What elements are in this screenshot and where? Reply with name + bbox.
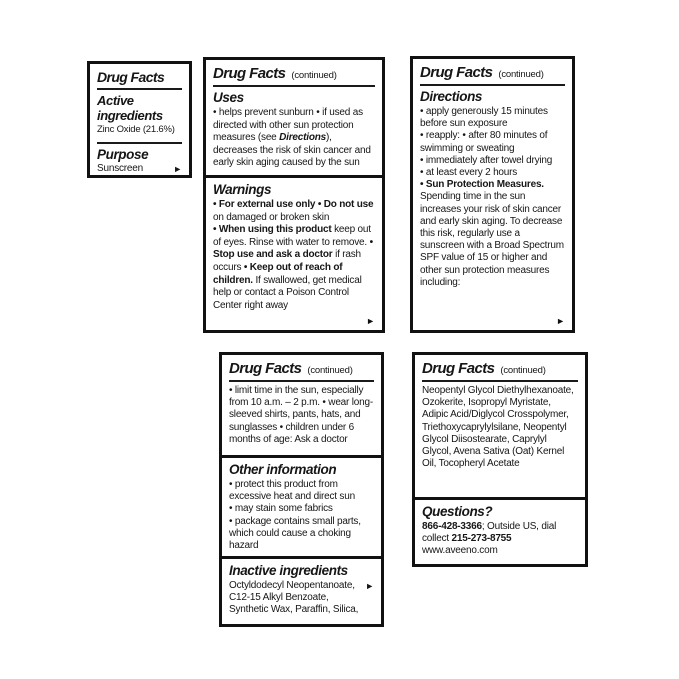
drug-facts-title: Drug Facts [229, 360, 302, 377]
directions-bullet: • at least every 2 hours [420, 167, 518, 179]
uses-run: ), decreases the risk of skin cancer and early skin aging caused by the sun [213, 132, 371, 169]
warnings-run: If swallowed, get medical help or contact a Poison Control Center right away [213, 274, 362, 311]
ingredients-continued-section [415, 355, 585, 497]
panel-other-inactive [219, 352, 384, 627]
continued-label: (continued) [291, 70, 337, 81]
inactive-ingredients-run: Octyldodecyl Neopentanoate, C12-15 Alkyl Benzoate, Synthetic Wax, Paraffin, Silica, [229, 580, 359, 616]
drug-facts-header [213, 64, 375, 84]
drug-facts-title: Drug Facts [213, 65, 286, 82]
warnings-run: keep out of eyes. Rinse with water to remove. [213, 224, 371, 248]
warnings-run-bold: • Stop use and ask a doctor [213, 236, 373, 261]
inactive-ingredients-text [229, 580, 374, 617]
directions-section [413, 59, 572, 330]
active-ingredients-heading: Active ingredients [97, 93, 163, 123]
other-info-bullet: • package contains small parts, which could cause a choking hazard [229, 515, 361, 552]
header-rule [422, 380, 578, 382]
other-information-section [222, 458, 381, 556]
panel-active-ingredients [87, 61, 192, 178]
uses-section [206, 60, 382, 175]
other-info-bullet: • protect this product from excessive heat and direct sun [229, 479, 355, 503]
directions-bullet: • apply generously 15 minutes before sun exposure [420, 106, 548, 130]
warnings-run-bold: • Keep out of reach of children. [213, 261, 343, 286]
panel-ingredients-questions [412, 352, 588, 567]
questions-heading: Questions? [422, 504, 493, 519]
header-rule [213, 85, 375, 87]
sun-protection-run-bold: • Sun Protection Measures. [420, 179, 544, 191]
continued-label: (continued) [498, 69, 544, 80]
uses-text [213, 107, 375, 170]
sun-protection-run: Spending time in the sun increases your risk of skin cancer and early skin aging. To decrease this risk, regularly use a sunscreen with a Broad Spectrum SPF value of 15 or higher and other sun protection measures including: [420, 191, 564, 288]
sun-limits-section [222, 355, 381, 455]
purpose-row [97, 163, 182, 175]
sun-limits-text: • limit time in the sun, especially from 10 a.m. – 2 p.m. • wear long-sleeved shirts, pants, hats, and sunglasses • children under 6 months of age: Ask a doctor [229, 385, 373, 445]
phone-middle-text: ; Outside US, dial collect [422, 521, 557, 545]
other-information-heading: Other information [229, 462, 337, 477]
panel-uses-warnings [203, 57, 385, 333]
sun-protection-measures-block [420, 179, 565, 289]
drug-facts-title: Drug Facts [422, 360, 495, 377]
drug-facts-header [97, 68, 182, 87]
warnings-run: on damaged or broken skin [213, 211, 330, 223]
drug-facts-title: Drug Facts [420, 64, 493, 81]
ingredients-continued-text: Neopentyl Glycol Diethylhexanoate, Ozokerite, Isopropyl Myristate, Adipic Acid/Diglycol Crosspolymer, Triethoxycaprylylsilane, Neopentyl Glycol Diisostearate, Caprylyl Glycol, Avena Sativa (Oat) Kernel Oil, Tocopheryl Acetate [422, 385, 574, 470]
active-ingredients-section [90, 64, 189, 175]
purpose-value: Sunscreen [97, 162, 144, 174]
continue-arrow-icon: ► [173, 163, 182, 174]
uses-heading: Uses [213, 90, 244, 105]
continue-arrow-icon: ► [556, 316, 565, 326]
header-rule [229, 380, 374, 382]
uses-run: • helps prevent sunburn • if used as directed with other sun protection measures (see [213, 107, 363, 144]
header-rule [420, 84, 565, 86]
drug-facts-title: Drug Facts [97, 69, 165, 85]
warnings-run-bold: • When using this product [213, 224, 332, 236]
phone-us-number: 866-428-3366 [422, 521, 482, 532]
continue-arrow-icon: ► [365, 581, 374, 591]
warnings-section [206, 178, 382, 330]
section-rule [97, 88, 182, 90]
section-rule [97, 142, 182, 144]
website-text: www.aveeno.com [422, 545, 498, 557]
panel-directions [410, 56, 575, 333]
inactive-ingredients-section [222, 559, 381, 624]
continue-arrow-icon: ► [366, 316, 375, 326]
directions-bullet: • immediately after towel drying [420, 154, 553, 166]
warnings-heading: Warnings [213, 182, 272, 197]
drug-facts-header [422, 359, 578, 379]
continued-label: (continued) [307, 365, 353, 376]
phone-intl-number: 215-273-8755 [451, 533, 512, 545]
warnings-run: if rash occurs [213, 249, 361, 273]
drug-facts-header [229, 359, 374, 379]
directions-heading: Directions [420, 89, 483, 104]
warnings-text-block [213, 224, 375, 312]
directions-bullet: • reapply: • after 80 minutes of swimming or sweating [420, 130, 548, 154]
questions-phone-line [422, 521, 578, 545]
warnings-text-block [213, 199, 375, 224]
uses-run-directions-ref: Directions [279, 132, 327, 144]
continued-label: (continued) [500, 365, 546, 376]
active-ingredient-value: Zinc Oxide (21.6%) [97, 124, 175, 135]
other-info-bullet: • may stain some fabrics [229, 503, 333, 515]
purpose-heading: Purpose [97, 146, 149, 162]
questions-section [415, 500, 585, 564]
drug-facts-header [420, 63, 565, 83]
warnings-run-bold: • For external use only • Do not use [213, 199, 374, 210]
inactive-ingredients-heading: Inactive ingredients [229, 563, 348, 578]
